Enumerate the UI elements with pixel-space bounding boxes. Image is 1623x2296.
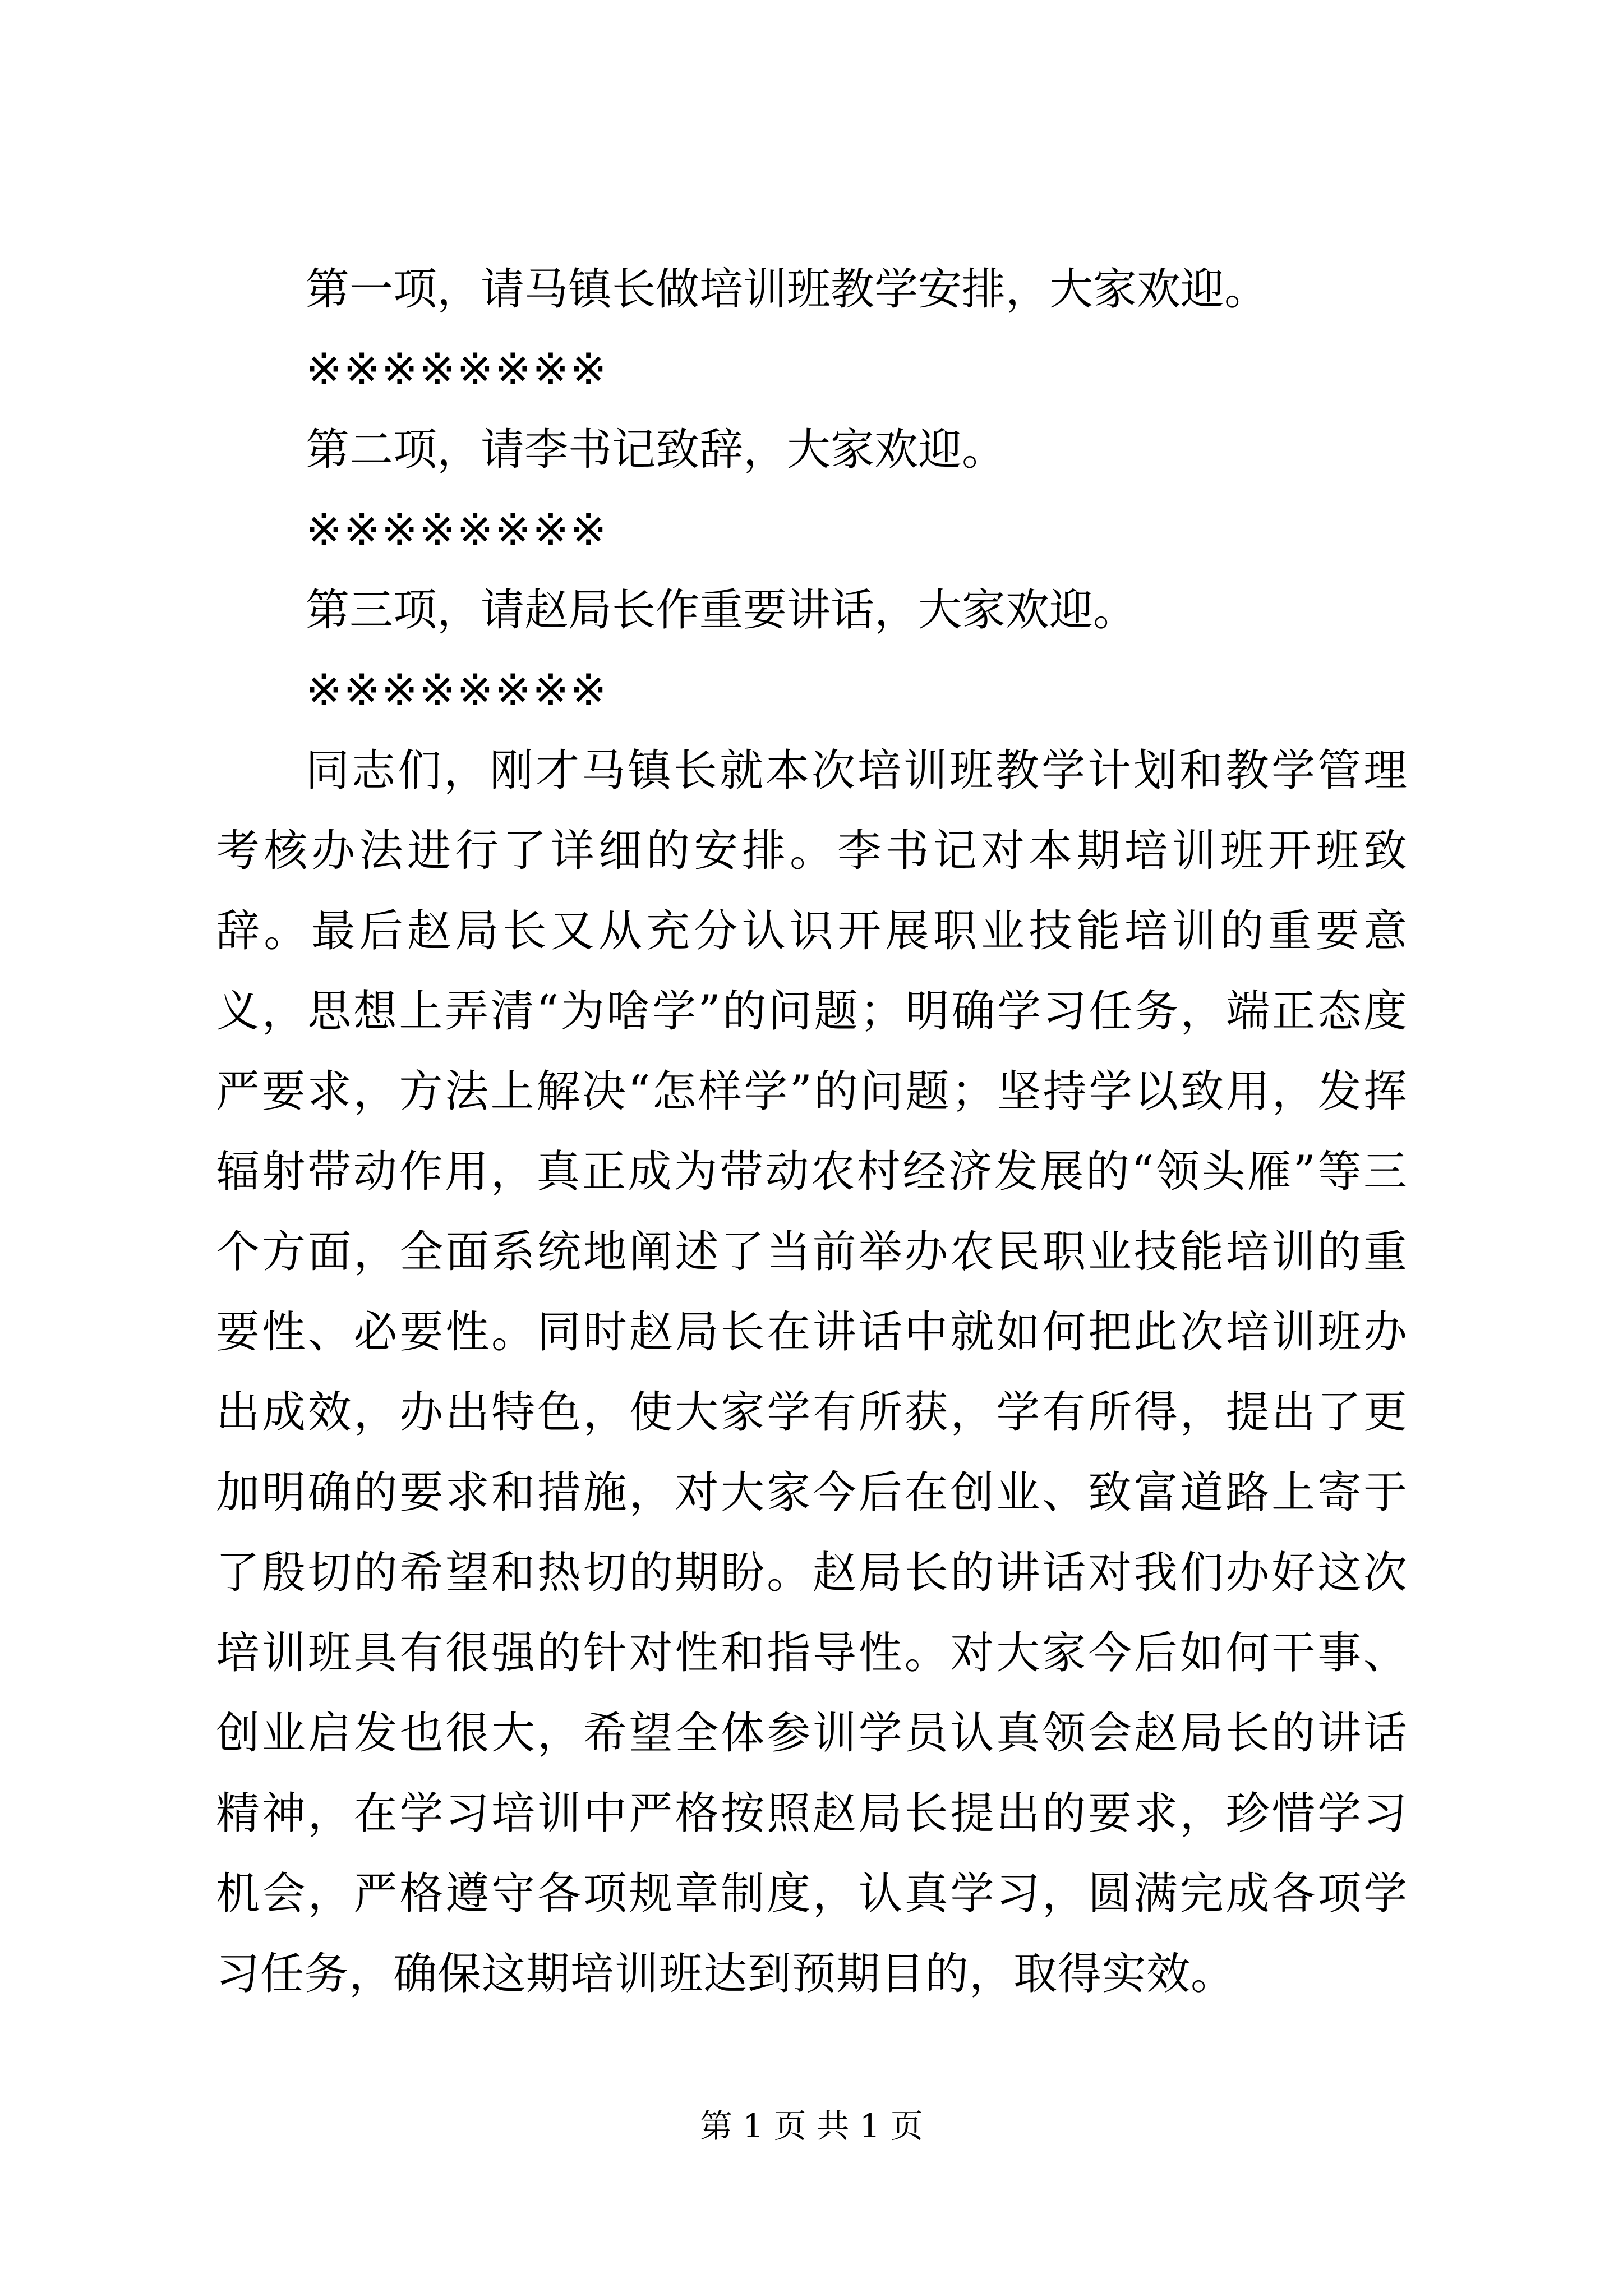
agenda-item-2: 第二项，请李书记致辞，大家欢迎。 bbox=[306, 425, 1006, 475]
page-number-footer: 第 1 页 共 1 页 bbox=[700, 2107, 923, 2145]
placeholder-marks-1: ※※※※※※※※ bbox=[306, 344, 608, 395]
summary-paragraph: 同志们，刚才马镇长就本次培训班教学计划和教学管理考核办法进行了详细的安排。李书记对本期培训班开班致辞。最后赵局长又从充分认识开展职业技能培训的重要意义，思想上弄清“为啥学”的问题；明确学习任务，端正态度严要求，方法上解决“怎样学”的问题；坚持学以致用，发挥辐射带动作用，真正成为带动农村经济发展的“领头雁”等三个方面，全面系统地阐述了当前举办农民职业技能培训的重要性、必要性。同时赵局长在讲话中就如何把此次培训班办出成效，办出特色，使大家学有所获，学有所得，提出了更加明确的要求和措施，对大家今后在创业、致富道路上寄于了殷切的希望和热切的期盼。赵局长的讲话对我们办好这次培训班具有很强的针对性和指导性。对大家今后如何干事、创业启发也很大，希望全体参训学员认真领会赵局长的讲话精神，在学习培训中严格按照赵局长提出的要求，珍惜学习机会，严格遵守各项规章制度，认真学习，圆满完成各项学习任务，确保这期培训班达到预期目的，取得实效。 bbox=[216, 746, 1408, 1999]
agenda-item-1: 第一项，请马镇长做培训班教学安排，大家欢迎。 bbox=[306, 264, 1269, 315]
document-body bbox=[216, 250, 1408, 2014]
agenda-item-3: 第三项，请赵局长作重要讲话，大家欢迎。 bbox=[306, 585, 1137, 636]
placeholder-marks-3: ※※※※※※※※ bbox=[306, 665, 608, 716]
placeholder-marks-2: ※※※※※※※※ bbox=[306, 505, 608, 555]
